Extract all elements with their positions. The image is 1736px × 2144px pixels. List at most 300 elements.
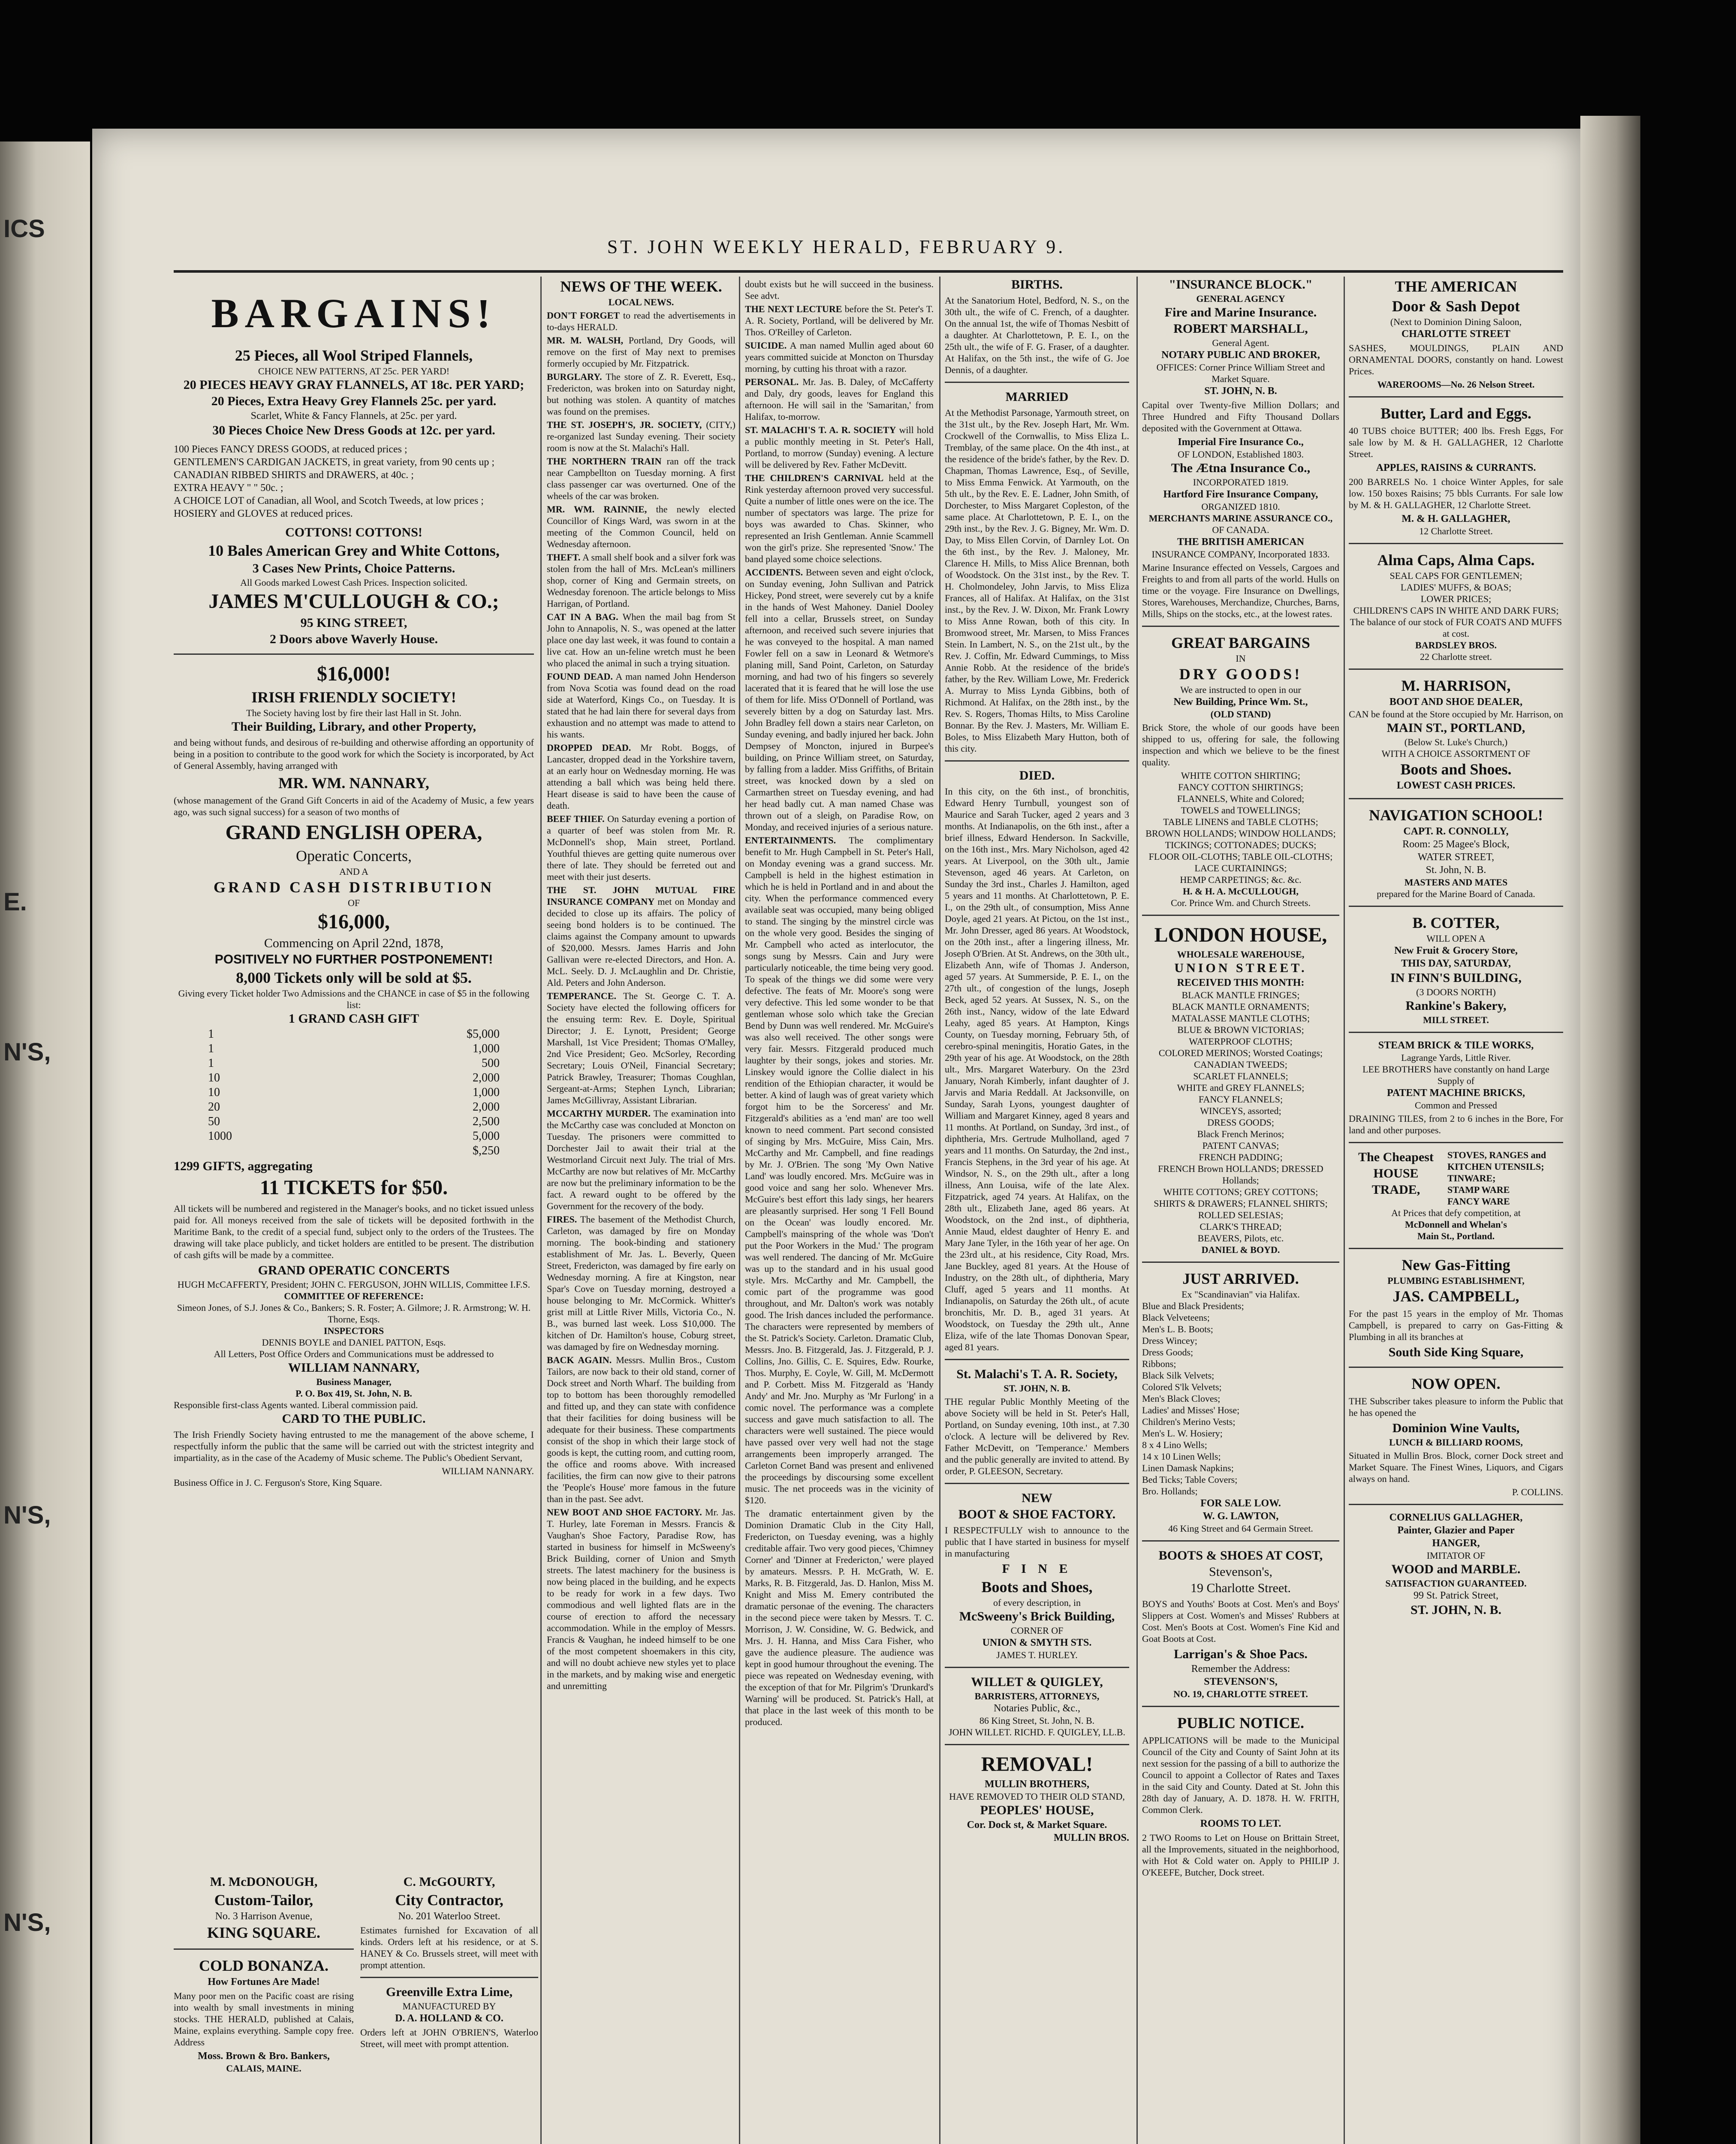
- text-span: 500: [482, 1057, 500, 1070]
- news-item: [547, 884, 735, 988]
- card-body: The Irish Friendly Society having entrusted to me the management of the above scheme, I respectfully inform the public that the same will be carried out with the strictest integrity and impartiality, as in the case of the Academy of Music scheme. The Public's Obedient Servant,: [174, 1429, 534, 1463]
- british-line: THE BRITISH AMERICAN: [1177, 536, 1305, 548]
- text-span: Mr. Jas. B. Daley, of McCafferty and Daly, dry goods, leaves for England this afternoon. He will sail in the 'Samaritan,' from Halifax, to-morrow.: [745, 376, 934, 422]
- text-span: 1000: [208, 1129, 232, 1143]
- header-rule: [174, 270, 1563, 273]
- text-span: ENTERTAINMENTS.: [745, 835, 836, 846]
- society-title: St. Malachi's T. A. R. Society,: [956, 1367, 1118, 1381]
- news-item: [745, 340, 934, 374]
- died-body: In this city, on the 6th inst., of bronchitis, Edward Henry Turnbull, youngest son of Maurice and Sarah Tucker, aged 2 years and 3 months. At Indianapolis, on the 6th inst., after a brief illness, Edward Henderson. In Sackville, on the 16th inst., Mrs. Mary Nicholson, aged 42 years. At Liverpool, on the 30th ult., Jamie Stevenson, aged 46 years. At Carleton, on Sunday the 3rd inst., Charles J. Hamilton, aged 5 years and 11 months. At Charlottetown, P. E. I., on the 29th ult., of consumption, Miss Anne Doyle, aged 21 years. At Pictou, on the 1st inst., Mr. John Dresser, aged 86 years. At Woodstock, on the 20th inst., after a lingering illness, Mr. Joseph O'Brien. At St. Andrews, on the 30th ult., Elizabeth Ann, wife of Thomas J. Anderson, aged 57 years. At Summerside, P. E. I., on the 27th ult., of congestion of the lungs, Joseph Beck, aged 52 years. At Sussex, N. S., on the 26th inst., Nancy, widow of the late Edward Leahy, aged 85 years. At Hampton, Kings County, on Tuesday morning, February 5th, of cerebro-spinal meningitis, Horatio Gates, in the 29th year of his age. At Woodstock, on the 28th ult., Mrs. Margaret Waterbury. On the 23rd January, Norah Kimberly, infant daughter of J. Jarvis and Maria Reddall. At Jacksonville, on Sunday, Sarah Lyons, youngest daughter of William and Margaret Kinney, aged 8 years and 11 months. At Portland, on Sunday, 3rd inst., of diphtheria, Mrs. Gertrude Mulholland, aged 7 years and 11 months. On Saturday, the 2nd inst., Francis Stephens, in the 3rd year of his age. At Windsor, N. S., on the 29th ult., after a long illness, Ann Louisa, wife of the late Alex. Fitzpatrick, aged 74 years. At Halifax, on the 28th ult., Elizabeth Jane, aged 86 years. At Woodstock, on the 2nd inst., of diphtheria, Annie Maud, eldest daughter of Henry E. and Mary Jane Tyler, in the 16th year of her age. On the 23rd ult., at his residence, City Road, Mrs. Jane Buckley, aged 81 years. At the House of Industry, on the 28th ult., of diphtheria, Mary Cluff, aged 5 years and 11 months. At Indianapolis, on Saturday the 26th ult., of acute bronchitis, Mr. D. B., aged 31 years. At Woodstock, on Tuesday the 29th ult., Anne Eliza, wife of the late Thomas Donovan Spear, aged 81 years.: [945, 786, 1129, 1352]
- open-line: WILL OPEN A: [1426, 933, 1486, 944]
- ad-line: 30 Pieces Choice New Dress Goods at 12c. per yard.: [212, 423, 495, 437]
- room-line: Room: 25 Magee's Block,: [1402, 839, 1510, 850]
- text-span: 5,000: [473, 1129, 500, 1143]
- bonanza-body: Many poor men on the Pacific coast are rising into wealth by small investments in mining stocks. THE HERALD, published at Calais, Maine, explains everything. Sample copy free. Address: [174, 1990, 354, 2048]
- stevenson: Stevenson's,: [1209, 1565, 1272, 1579]
- married-body: At the Methodist Parsonage, Yarmouth street, on the 31st ult., by the Rev. Joseph Hart, Mr. Wm. Crockwell of the Cornwallis, to Miss Eliza L. Tremblay, of the same place. On the 4th inst., at the residence of the bride's father, by the Rev. D. Chapman, Thomas Lawrence, Esq., of Seville, to Miss Emma Fenwick. At Yarmouth, on the 5th ult., by the Rev. E. E. Ladner, John Smith, of Dorchester, to Miss Margaret Copleston, of the same place. At Charlottetown, P. E. I., on the 29th inst., by the Rev. J. G. Bigney, Mr. Wm. D. Day, to Miss Ellen Corvin, of Darnley Lot. On the 6th inst., by the Rev. J. Maloney, Mr. Clarence H. Mills, to Miss Alice Brennan, both of Woodstock. On the 31st inst., by the Rev. T. H. Cholmondeley, John Jarvis, to Miss Eliza Frances, all of Halifax. At Halifax, on the 31st inst., by the Rev. J. W. Dixon, Mr. Frank Lowry to Miss Anne Rowan, both of this city. In Bromwood street, Mr. Marsen, to Miss Frances Stein. In Lambert, N. S., on the 21st ult., by the Rev. J. Coffin, Mr. Edward Cummings, to Miss Annie Robb. At the residence of the bride's father, by the Rev. William Lowe, Mr. Frederick A. Murray to Miss Lynda Gibbins, both of Richmond. At Halifax, on the 28th inst., by the Rev. S. Rogers, Thomas Hilts, to Miss Caroline Bonnar. By the Rev. J. Masters, Mr. William E. Boles, to Miss Elizabeth Mary Hutton, both of this city.: [945, 407, 1129, 754]
- butter-title: Butter, Lard and Eggs.: [1380, 405, 1531, 422]
- text-span: The St. George C. T. A. Society have elected the following officers for the ensuing term: Rev. E. Doyle, Spiritual Director; J. E. Lynott, President; George Marshall, 1st Vice President; Thomas O'Malley, 2nd Vice President; Geo. McSorley, Recording Secretary; Louis O'Neil, Financial Secretary; Patrick Brawley, Treasurer; Thomas Coughlan, Sergeant-at-Arms; Stephen Lynch, Librarian; James McGillivray, Assistant Librarian.: [547, 991, 735, 1105]
- tailor-name: M. McDONOUGH,: [210, 1875, 318, 1889]
- ad-line: Scarlet, White & Fancy Flannels, at 25c. per yard.: [250, 410, 457, 422]
- adjacent-page-edge: [0, 142, 90, 2144]
- text-span: held at the Rink yesterday afternoon proved very successful. Quite a number of little ones were on the ice. The number of spectators was large. The prize for boys was awarded to Chas. Skinner, who represented an Irish Gentleman. Annie Scammell won the girl's prize. She represented 'Snow.' The band played some choice selections.: [745, 473, 934, 564]
- factory-new: NEW: [1022, 1491, 1052, 1505]
- text-span: 1,000: [473, 1042, 500, 1055]
- ads-column: [1142, 277, 1339, 2144]
- just-arrived: JUST ARRIVED.: [1182, 1270, 1299, 1287]
- news-item: [547, 1214, 735, 1352]
- text-span: Mr. Jas. T. Hurley, late Foreman in Messrs. Francis & Vaughan's Shoe Factory, Paradise Row, has started in business for himself in McSweeny's Brick Building, corner of Union and Smyth streets. The latest machinery for the business is now being placed in the building, and he expects to be ready for work in a few days. Two commodious and well lighted flats are in the course of erection to afford the necessary accommodation. While in the employ of Messrs. Francis & Vaughan, he indeed himself to be one of the most competent shoemakers in this city, and will no doubt achieve new styles yet to place in the markets, and by making wise and energetic and unremitting: [547, 1507, 735, 1691]
- news-title: NEWS OF THE WEEK.: [560, 278, 722, 295]
- connolly-name: CAPT. R. CONNOLLY,: [1403, 826, 1509, 837]
- harrison-name: M. HARRISON,: [1401, 677, 1511, 694]
- law-firm-address: 86 King Street, St. John, N. B.: [979, 1715, 1095, 1726]
- news-item: [547, 990, 735, 1106]
- lee-line: LEE BROTHERS have constantly on hand Large Supply of: [1362, 1064, 1549, 1086]
- public-notice: PUBLIC NOTICE.: [1177, 1714, 1305, 1731]
- text-span: THE ST. JOSEPH'S, JR. SOCIETY,: [547, 419, 702, 430]
- firm-doors: 2 Doors above Waverly House.: [270, 632, 438, 646]
- news-item: [547, 1506, 735, 1692]
- factory-boots: Boots and Shoes,: [981, 1578, 1093, 1596]
- just-item: Black Velveteens;: [1142, 1312, 1210, 1323]
- tailor-ad: [174, 1874, 354, 2144]
- received-item: CLARK'S THREAD;: [1200, 1221, 1282, 1232]
- received-line: RECEIVED THIS MONTH:: [1177, 977, 1305, 988]
- harrison-body: CAN be found at the Store occupied by Mr. Harrison, on: [1349, 709, 1563, 720]
- column-rule: [939, 277, 940, 2144]
- society-sub: The Society having lost by fire their last Hall in St. John.: [246, 708, 461, 718]
- text-span: before the St. Peter's T. A. R. Society, Portland, will be delivered by Mr. Thos. O'Reilley of Carleton.: [745, 304, 934, 337]
- finn-line: IN FINN'S BUILDING,: [1390, 971, 1522, 985]
- alma-item: The balance of our stock of FUR COATS AND MUFFS at cost.: [1350, 617, 1562, 639]
- entitling-line: Giving every Ticket holder Two Admissions and the CHANCE in case of $5 in the following list:: [178, 988, 530, 1010]
- masthead: ST. JOHN WEEKLY HERALD, FEBRUARY 9.: [607, 236, 1066, 257]
- stoves-line: STOVES, RANGES and KITCHEN UTENSILS;: [1447, 1150, 1546, 1172]
- painter-line: Painter, Glazier and Paper: [1397, 1525, 1515, 1536]
- text-span: SUICIDE.: [745, 340, 787, 351]
- merchants-sub: OF CANADA.: [1212, 524, 1269, 535]
- concerts-line: Operatic Concerts,: [296, 847, 412, 864]
- news-item: [745, 566, 934, 833]
- gifts-total: 1299 GIFTS, aggregating: [174, 1159, 313, 1173]
- text-span: 2,500: [473, 1115, 500, 1128]
- news-subtitle: LOCAL NEWS.: [608, 297, 674, 307]
- commencing-line: Commencing on April 22nd, 1878,: [264, 936, 444, 950]
- received-item: WINCEYS, assorted;: [1200, 1105, 1281, 1116]
- gift-row: [174, 1144, 534, 1158]
- alma-item: LOWER PRICES;: [1420, 593, 1492, 604]
- managers-line: HUGH McCAFFERTY, President; JOHN C. FERGUSON, JOHN WILLIS, Committee I.F.S.: [177, 1279, 530, 1290]
- cornelius-name: CORNELIUS GALLAGHER,: [1389, 1512, 1523, 1523]
- imperial-line: Imperial Fire Insurance Co.,: [1178, 437, 1304, 448]
- text-span: 1: [208, 1027, 214, 1041]
- text-span: to read the advertisements in to-days HERALD.: [547, 310, 735, 332]
- text-span: MR. M. WALSH,: [547, 335, 624, 346]
- society-notice: THE regular Public Monthly Meeting of the above Society will be held in St. Peter's Hall, Portland, on Sunday evening, 10th inst., at 7.30 o'clock. A lecture will be delivered by Rev. Father McDevitt, on 'Temperance.' Members and the public generally are invited to attend. By order, P. GLEESON, Secretary.: [945, 1396, 1129, 1476]
- just-item: Men's L. W. Hosiery;: [1142, 1428, 1223, 1439]
- text-span: met on Monday and decided to close up its affairs. The policy of seeing bond holders is to be continued. The claims against the Company amount to upwards of $20,000. Messrs. James Harris and John Gallivan were re-elected Directors, and Hon. A. McL. Seely. D. J. McLaughlin and Dr. Christie, Ald. Peters and John Anderson.: [547, 896, 735, 988]
- prints-line: 3 Cases New Prints, Choice Patterns.: [252, 561, 455, 575]
- dry-body: We are instructed to open in our: [1180, 684, 1301, 695]
- news-item: [745, 376, 934, 422]
- choice-line: WITH A CHOICE ASSORTMENT OF: [1381, 748, 1531, 759]
- left-fragment: N'S,: [3, 1909, 51, 1936]
- text-span: THE NEXT LECTURE: [745, 304, 842, 314]
- london-house: LONDON HOUSE,: [1154, 924, 1327, 946]
- factory-owner: JAMES T. HURLEY.: [996, 1650, 1078, 1660]
- received-item: SCARLET FLANNELS;: [1193, 1071, 1288, 1081]
- left-fragment: N'S,: [3, 1501, 51, 1529]
- births-body: At the Sanatorium Hotel, Bedford, N. S., on the 30th ult., the wife of C. French, of a daughter. On the annual 1st, the wife of Thomas Nesbitt of a daughter. At Charlottetown, P. E. I., on the 25th ult., the wife of F. G. Fraser, of a daughter. At Halifax, on the 5th inst., the wife of G. Joe Dennis, of a daughter.: [945, 295, 1129, 375]
- received-item: FRENCH PADDING;: [1199, 1152, 1283, 1162]
- now-open: NOW OPEN.: [1411, 1375, 1501, 1392]
- text-span: ran off the track near Campbellton on Tuesday morning. A first class passenger car was overturned. One of the wheels of the car was broken.: [547, 456, 735, 501]
- news-column: [547, 277, 735, 2144]
- column-rule: [1344, 277, 1345, 2144]
- news-item: [547, 742, 735, 811]
- marshall-agent: General Agent.: [1212, 337, 1269, 348]
- manager-name: MR. WM. NANNARY,: [278, 774, 429, 792]
- just-item: Bro. Hollands;: [1142, 1486, 1198, 1497]
- common-line: Common and Pressed: [1415, 1100, 1497, 1111]
- masters-line: MASTERS AND MATES: [1404, 877, 1508, 888]
- patrick-line: 99 St. Patrick Street,: [1414, 1590, 1498, 1601]
- gift-row: [174, 1071, 534, 1085]
- ad-line: 25 Pieces, all Wool Striped Flannels,: [235, 347, 473, 364]
- received-item: WATERPROOF CLOTHS;: [1189, 1036, 1293, 1047]
- lawton-name: W. G. LAWTON,: [1203, 1511, 1279, 1522]
- text-span: 2,000: [473, 1071, 500, 1084]
- text-span: Messrs. Mullin Bros., Custom Tailors, are now back to their old stand, corner of Dock street and North Wharf. The building from top to bottom has been thoroughly remodelled and fitted up, and they can state with confidence that their facilities for doing business will be adequate for their business. These compartments consist of the shop in which their large stock of goods is kept, the cutting room, and cutting room, the office and rooms above. With increased facilities, the firm can now give to their patrons the 'People's House' more famous in the future than in the past. See advt.: [547, 1355, 735, 1504]
- cottons-heading: COTTONS! COTTONS!: [285, 525, 422, 539]
- firm-name: JAMES M'CULLOUGH & CO.;: [208, 590, 499, 613]
- news-item: [547, 334, 735, 369]
- just-item: Men's L. B. Boots;: [1142, 1324, 1213, 1334]
- received-item: BLUE & BROWN VICTORIAS;: [1177, 1024, 1304, 1035]
- gift-row: [174, 1114, 534, 1129]
- lagrange-line: Lagrange Yards, Little River.: [1401, 1052, 1511, 1063]
- doors-line: (3 DOORS NORTH): [1416, 987, 1496, 997]
- received-item: FANCY FLANNELS;: [1198, 1094, 1283, 1105]
- text-span: The dramatic entertainment given by the Dominion Dramatic Club in the City Hall, Fredericton, on Tuesday evening, was a highly creditable affair. Two very good pieces, 'Chimney Corner' and 'Dinner at Fredericton,' were played by amateurs. Messrs. P. H. McGrath, W. E. Marks, R. B. Fitzgerald, Jas. D. Hanlon, Miss M. Knight and Miss M. Emery contributed the dramatic personae of the evening. The characters in the second piece were taken by Messrs. T. C. Morrison, J. W. Considine, W. G. Bedwick, and Mrs. J. H. Hanna, and Miss Cara Fisher, who gave the audience pleasure. The audience was kept in good humour throughout the evening. The piece was repeated on Wednesday evening, with the exception of that for Mr. Pilgrim's 'Drunkard's Warning' will be produced. St. Patrick's Hall, at that place in the last week of this month to be produced.: [745, 1508, 934, 1727]
- rankine-line: Rankine's Bakery,: [1405, 999, 1507, 1013]
- amount-line: $16,000,: [318, 910, 390, 933]
- rooms-title: ROOMS TO LET.: [1200, 1818, 1281, 1829]
- lime-title: Greenville Extra Lime,: [386, 1985, 513, 1999]
- sashes-line: SASHES, MOULDINGS, PLAIN AND ORNAMENTAL DOORS, constantly on hand. Lowest Prices.: [1349, 343, 1563, 376]
- text-span: DROPPED DEAD.: [547, 742, 631, 753]
- text-span: The examination into the McCarthy case was concluded at Moncton on Tuesday. The prisoners were committed to Dorchester Jail to await their trial at the Westmorland Circuit next July. The trial of Mrs. McCarthy are now but relatives of Mr. McCarthy are now but the preliminary information to be the fact. A reward ought to be offered by the Government for the recovery of the body.: [547, 1108, 735, 1211]
- patent-line: PATENT MACHINE BRICKS,: [1386, 1087, 1525, 1099]
- mcdonnell-line: McDonnell and Whelan's: [1405, 1219, 1507, 1230]
- goods-body: Brick Store, the whole of our goods have been shipped to us, offering for sale, the following inspection and which we believe to be the finest quality.: [1142, 722, 1339, 768]
- stamp-line: STAMP WARE: [1447, 1184, 1510, 1195]
- news-continuation: doubt exists but he will succeed in the business. See advt.: [745, 279, 934, 301]
- eleven-tickets: 11 TICKETS for $50.: [259, 1176, 448, 1199]
- news-item: [547, 1354, 735, 1505]
- ad-small-line: A CHOICE LOT of Canadian, all Wool, and Scotch Tweeds, at low prices ;: [174, 495, 484, 506]
- butter-body: 40 TUBS choice BUTTER; 400 lbs. Fresh Eggs, For sale low by M. & H. GALLAGHER, 12 Charlotte Street.: [1349, 425, 1563, 459]
- law-firm-sub: BARRISTERS, ATTORNEYS,: [974, 1691, 1100, 1701]
- just-item: Children's Merino Vests;: [1142, 1416, 1236, 1427]
- gift-row: [174, 1042, 534, 1056]
- text-span: On Saturday evening a portion of a quarter of beef was stolen from Mr. R. McDonnell's shop, Main street, Portland. Youthful thieves are getting quite numerous over there of late. They should be ferreted out and meet with their just deserts.: [547, 813, 735, 882]
- boots-shoes: Boots and Shoes.: [1400, 761, 1512, 778]
- just-item: 8 x 4 Lino Wells;: [1142, 1439, 1207, 1450]
- births-heading: BIRTHS.: [1011, 277, 1063, 292]
- received-item: BLACK MANTLE ORNAMENTS;: [1172, 1001, 1310, 1012]
- prize-amount: $16,000!: [317, 662, 391, 685]
- gift-row: [174, 1129, 534, 1144]
- married-heading: MARRIED: [1005, 390, 1069, 404]
- text-span: 50: [208, 1115, 220, 1128]
- text-span: The basement of the Methodist Church, Carleton, was damaged by fire on Monday morning. The book-binding and stationery establishment of Mr. Jas. L. Beverly, Queen Street, Fredericton, was damaged by fire early on Wednesday morning. A fire at Kingston, near Spar's Cove on Tuesday morning, destroyed a house belonging to Mr. McCormick. Whitter's grist mill at Little River Mills, Victoria Co., N. B., was burned last week. Loss $10,000. The kitchen of Dr. Hamilton's house, Coburg street, was damaged by fire on Wednesday morning.: [547, 1214, 735, 1352]
- prepared-line: prepared for the Marine Board of Canada.: [1377, 888, 1535, 899]
- of-line: OF: [347, 897, 360, 908]
- public-body: APPLICATIONS will be made to the Municipal Council of the City and County of Saint John at its next session for the passing of a bill to authorize the Council to appoint a Collector of Rates and Taxes in the said City and County. Dated at St. John this 28th day of January, A. D. 1878. H. W. FRITH, Common Clerk.: [1142, 1735, 1339, 1815]
- saturday-line: THIS DAY, SATURDAY,: [1401, 958, 1511, 969]
- text-span: $5,000: [467, 1027, 500, 1041]
- text-span: THEFT.: [547, 552, 581, 563]
- just-item: Dress Goods;: [1142, 1347, 1194, 1358]
- text-span: A man named John Henderson from Nova Scotia was found dead on the road side at Waterford, Kings Co., on Tuesday. It is stated that he had lain there for several days from exhaustion and no attempt was made to attend to his wants.: [547, 671, 735, 740]
- draining-line: DRAINING TILES, from 2 to 6 inches in the Bore, For land and other purposes.: [1349, 1113, 1563, 1135]
- law-firm-notaries: Notaries Public, &c.,: [994, 1703, 1080, 1714]
- text-span: 1,000: [473, 1086, 500, 1099]
- for-sale: FOR SALE LOW.: [1200, 1498, 1281, 1509]
- committee-names: Simeon Jones, of S.J. Jones & Co., Bankers; S. R. Foster; A. Gilmore; J. R. Armstrong; W. H. Thorne, Esqs.: [177, 1302, 531, 1325]
- news-item: [547, 551, 735, 609]
- text-span: Mr Robt. Boggs, of Lancaster, dropped dead in the Yorkshire tavern, at an early hour on Wednesday morning. He was attending a ball which was being held there. Heart disease is said to have been the cause of death.: [547, 742, 735, 811]
- ad-small-line: GENTLEMEN'S CARDIGAN JACKETS, in great variety, from 90 cents up ;: [174, 457, 494, 468]
- and-line: AND A: [339, 866, 368, 877]
- contractor-address: No. 201 Waterloo Street.: [398, 1911, 500, 1922]
- merchants-line: MERCHANTS MARINE ASSURANCE CO.,: [1148, 513, 1333, 524]
- text-span: CAT IN A BAG.: [547, 611, 618, 622]
- news-item: [745, 834, 934, 1506]
- lime-firm: D. A. HOLLAND & CO.: [395, 2013, 503, 2024]
- news-item: [547, 1108, 735, 1212]
- firm-address: 95 KING STREET,: [300, 616, 407, 630]
- committee-heading: COMMITTEE OF REFERENCE:: [284, 1291, 424, 1301]
- bonanza-title: COLD BONANZA.: [199, 1957, 329, 1974]
- satisfaction-line: SATISFACTION GUARANTEED.: [1385, 1578, 1527, 1589]
- goods-item: WHITE COTTON SHIRTING;: [1181, 770, 1301, 781]
- bargains-title: BARGAINS!: [211, 290, 497, 336]
- factory-fine: F I N E: [1002, 1562, 1072, 1576]
- below-line: (Below St. Luke's Church,): [1404, 737, 1508, 747]
- just-sub: Ex "Scandinavian" via Halifax.: [1181, 1289, 1300, 1300]
- just-item: Colored S'lk Velvets;: [1142, 1382, 1222, 1392]
- text-span: TEMPERANCE.: [547, 991, 616, 1001]
- column-rule: [540, 277, 542, 2144]
- charlotte: 19 Charlotte Street.: [1190, 1581, 1291, 1595]
- text-span: A man named Mullin aged about 60 years committed suicide at Moncton on Thursday morning, by cutting his throat with a razor.: [745, 340, 934, 374]
- received-item: BLACK MANTLE FRINGES;: [1181, 990, 1300, 1000]
- hanger-line: HANGER,: [1432, 1538, 1480, 1549]
- american-line: THE AMERICAN: [1395, 278, 1517, 295]
- warerooms-line: WAREROOMS—No. 26 Nelson Street.: [1377, 379, 1535, 390]
- society-body: and being without funds, and desirous of re-building and otherwise affording an opportunity of being in a position to contribute to the good work for which the Society is incorporated, by Act of General Assembly, having arranged with: [174, 737, 534, 771]
- general-agency: GENERAL AGENCY: [1196, 293, 1285, 304]
- left-fragment: ICS: [3, 215, 45, 243]
- just-item: Blue and Black Presidents;: [1142, 1301, 1244, 1311]
- factory-body: I RESPECTFULLY wish to announce to the public that I have started in business for myself in manufacturing: [945, 1525, 1129, 1559]
- text-span: THE ST. JOHN MUTUAL FIRE INSURANCE COMPANY: [547, 885, 735, 907]
- left-fragment: E.: [3, 888, 27, 916]
- harrison-sub: BOOT AND SHOE DEALER,: [1389, 696, 1523, 708]
- insurance-block: "INSURANCE BLOCK.": [1169, 277, 1313, 292]
- campbell-body: For the past 15 years in the employ of Mr. Thomas Campbell, is prepared to carry on Gas-Fitting & Plumbing in all its branches at: [1349, 1308, 1563, 1342]
- text-span: The store of Z. R. Everett, Esq., Fredericton, was broken into on Saturday night, but nothing was stolen. A quantity of matches was found on the premises.: [547, 371, 735, 417]
- ad-small-line: EXTRA HEAVY " " 50c. ;: [174, 482, 283, 494]
- in-line: IN: [1236, 653, 1246, 664]
- steam-line: STEAM BRICK & TILE WORKS,: [1378, 1040, 1534, 1051]
- contractor-name: C. McGOURTY,: [403, 1875, 495, 1889]
- died-heading: DIED.: [1019, 768, 1055, 783]
- charlotte-2: NO. 19, CHARLOTTE STREET.: [1173, 1689, 1308, 1699]
- alma-item: SEAL CAPS FOR GENTLEMEN;: [1389, 570, 1522, 581]
- text-span: ACCIDENTS.: [745, 567, 803, 578]
- removal-address: Cor. Dock st, & Market Square.: [967, 1819, 1107, 1831]
- society-place: ST. JOHN, N. B.: [1004, 1383, 1070, 1394]
- south-line: South Side King Square,: [1388, 1345, 1524, 1359]
- newspaper-page: [92, 129, 1580, 2144]
- text-span: 10: [208, 1086, 220, 1099]
- bales-line: 10 Bales American Grey and White Cottons,: [208, 542, 500, 559]
- news-item: [745, 1508, 934, 1728]
- contractor-ad: [360, 1874, 538, 2144]
- stjohn2-line: ST. JOHN, N. B.: [1410, 1603, 1501, 1617]
- goods-item: FANCY COTTON SHIRTINGS;: [1178, 782, 1303, 792]
- opera-title: GRAND ENGLISH OPERA,: [225, 821, 482, 844]
- apples-title: APPLES, RAISINS & CURRANTS.: [1376, 462, 1536, 473]
- removal-signature: MULLIN BROS.: [1053, 1832, 1129, 1843]
- text-span: THE NORTHERN TRAIN: [547, 456, 662, 467]
- received-item: BEAVERS, Pilots, etc.: [1197, 1233, 1284, 1244]
- factory-title: BOOT & SHOE FACTORY.: [958, 1507, 1116, 1521]
- stevenson-2: STEVENSON'S,: [1204, 1676, 1278, 1687]
- union-line: UNION STREET.: [1174, 961, 1307, 975]
- hb-address: Cor. Prince Wm. and Church Streets.: [1171, 897, 1311, 908]
- text-span: NEW BOOT AND SHOE FACTORY.: [547, 1507, 702, 1518]
- inspectors-names: DENNIS BOYLE and DANIEL PATTON, Esqs.: [262, 1337, 446, 1348]
- received-item: WHITE COTTONS; GREY COTTONS;: [1163, 1186, 1318, 1197]
- law-firm: WILLET & QUIGLEY,: [971, 1675, 1103, 1689]
- hartford-sub: ORGANIZED 1810.: [1201, 501, 1280, 512]
- just-item: Black Silk Velvets;: [1142, 1370, 1215, 1381]
- remember: Remember the Address:: [1191, 1663, 1290, 1674]
- marine-body: Marine Insurance effected on Vessels, Cargoes and Freights to and from all parts of the world. Hulls on time or the voyage. Fire Insurance on Dwellings, Stores, Warehouses, Merchandize, Churches, Barns, Mills, Ships on the stocks, etc., at the lowest rates.: [1142, 562, 1339, 619]
- text-span: 1: [208, 1057, 214, 1070]
- just-item: Linen Damask Napkins;: [1142, 1463, 1234, 1473]
- column-rule: [1136, 277, 1138, 2144]
- cheapest-line: The Cheapest: [1358, 1150, 1434, 1164]
- daniel-boyd: DANIEL & BOYD.: [1201, 1244, 1280, 1255]
- card-signature: WILLIAM NANNARY.: [442, 1466, 534, 1476]
- binding-strip: [1580, 116, 1640, 2144]
- letters-line: All Letters, Post Office Orders and Communications must be addressed to: [214, 1349, 494, 1359]
- tailor-square: KING SQUARE.: [207, 1924, 321, 1941]
- navigation-school: NAVIGATION SCHOOL!: [1369, 807, 1543, 824]
- text-span: THE CHILDREN'S CARNIVAL: [745, 473, 884, 483]
- just-item: Bed Ticks; Table Covers;: [1142, 1474, 1238, 1485]
- imitator-line: IMITATOR OF: [1426, 1550, 1486, 1561]
- news-item: [745, 472, 934, 565]
- larrigan: Larrigan's & Shoe Pacs.: [1174, 1647, 1308, 1661]
- inspectors-heading: INSPECTORS: [323, 1325, 384, 1336]
- hartford-line: Hartford Fire Insurance Company,: [1163, 489, 1318, 500]
- mill-line: MILL STREET.: [1423, 1015, 1489, 1025]
- received-item: SHIRTS & DRAWERS; FLANNEL SHIRTS;: [1154, 1198, 1328, 1209]
- gift-row: [174, 1085, 534, 1100]
- removal-firm: MULLIN BROTHERS,: [984, 1779, 1090, 1790]
- tailor-address: No. 3 Harrison Avenue,: [215, 1911, 313, 1922]
- bonanza-address: CALAIS, MAINE.: [226, 2063, 301, 2074]
- water-line: WATER STREET,: [1417, 852, 1495, 863]
- text-span: MR. WM. RAINNIE,: [547, 504, 647, 515]
- charlotte-line: CHARLOTTE STREET: [1401, 328, 1511, 340]
- text-span: Between seven and eight o'clock, on Sunday evening, John Sullivan and Patrick Hickey, Pond street, were severely cut by a knife in the hands of West Mahoney. Daniel Dooley fell into a cellar, Brussels street, on Sunday afternoon, and received such severe injuries that he was conveyed to the hospital. A man named Fowler fell on a saw in Leonard & Wetmore's planing mill, Sand Point, Carleton, on Saturday morning, and had two of his fingers so severely lacerated that it is feared that he will lose the use of them for life. Miss O'Donnell of Portland, was severely bitten by a dog on Saturday last. Mrs. John Bradley fell down a stairs near Carleton, on Sunday evening, and badly injured her back. John Dempsey of Moncton, injured in Burpee's building, on Prince William street, on Saturday, by falling from a ladder. Miss Griffiths, of Britain street, was knocked down by a sled on Carmarthen street on Tuesday evening, and had her head badly cut. A man named Chase was thrown out of a sleigh, on Paradise Row, on Monday, and received injuries of a serious nature.: [745, 567, 934, 832]
- manager-sub: (whose management of the Grand Gift Concerts in aid of the Academy of Music, a few years ago, was such signal success) for a season of two months of: [174, 795, 534, 817]
- card-title: CARD TO THE PUBLIC.: [282, 1412, 426, 1426]
- news-item: [745, 424, 934, 470]
- bardsley-name: BARDSLEY BROS.: [1415, 640, 1497, 650]
- marked-line: All Goods marked Lowest Cash Prices. Inspection solicited.: [240, 577, 467, 588]
- received-item: Black French Merinos;: [1197, 1129, 1284, 1139]
- gifts-table: [174, 1027, 534, 1158]
- news-item: [547, 310, 735, 333]
- news-item: [547, 419, 735, 454]
- ad-line: 20 Pieces, Extra Heavy Grey Flannels 25c. per yard.: [211, 394, 497, 408]
- gift-row: [174, 1100, 534, 1114]
- ad-small-line: CANADIAN RIBBED SHIRTS and DRAWERS, at 40c. ;: [174, 470, 414, 481]
- bargains-advertisement: [174, 277, 534, 2144]
- gift-row: [174, 1027, 534, 1042]
- business-office: Business Office in J. C. Ferguson's Store, King Square.: [174, 1477, 382, 1488]
- notary-body: OFFICES: Corner Prince William Street and Market Square.: [1156, 362, 1325, 384]
- text-span: 1: [208, 1042, 214, 1055]
- apples-body: 200 BARRELS No. 1 choice Winter Apples, for sale low. 150 boxes Raisins; 75 bbls Currants. For sale low by M. & H. GALLAGHER, 12 Charlotte Street.: [1349, 476, 1563, 510]
- just-item: Dress Wincey;: [1142, 1335, 1197, 1346]
- just-item: Ribbons;: [1142, 1358, 1176, 1369]
- news-item: [547, 503, 735, 550]
- column-rule: [739, 277, 740, 2144]
- marshall-name: ROBERT MARSHALL,: [1173, 322, 1308, 336]
- gallagher-name: M. & H. GALLAGHER,: [1401, 513, 1510, 524]
- notary-line: NOTARY PUBLIC AND BROKER,: [1161, 349, 1320, 361]
- factory-corner: CORNER OF: [1010, 1625, 1064, 1636]
- tinware-line: TINWARE;: [1447, 1173, 1496, 1183]
- manager-title: Business Manager,: [316, 1376, 392, 1387]
- new-building: New Building, Prince Wm. St.,: [1173, 696, 1308, 708]
- grand-concerts: GRAND OPERATIC CONCERTS: [258, 1263, 450, 1277]
- news-item: [547, 671, 735, 740]
- door-line: Door & Sash Depot: [1392, 298, 1520, 315]
- lawton-address: 46 King Street and 64 Germain Street.: [1168, 1523, 1313, 1534]
- imperial-sub: OF LONDON, Established 1803.: [1178, 449, 1304, 460]
- received-item: PATENT CANVAS;: [1202, 1140, 1279, 1151]
- hb-firm: H. & H. A. McCULLOUGH,: [1182, 886, 1299, 897]
- gallagher-address: 12 Charlotte Street.: [1419, 526, 1493, 536]
- alma-item: CHILDREN'S CAPS IN WHITE AND DARK FURS;: [1353, 605, 1559, 616]
- just-item: 14 x 10 Linen Wells;: [1142, 1451, 1221, 1462]
- left-fragment: N'S,: [3, 1038, 51, 1066]
- boots-cost: BOOTS & SHOES AT COST,: [1158, 1548, 1323, 1563]
- text-span: the newly elected Councillor of Kings Ward, was sworn in at the meeting of the Common Council, held on Wednesday afternoon.: [547, 504, 735, 549]
- fire-marine: Fire and Marine Insurance.: [1164, 305, 1317, 319]
